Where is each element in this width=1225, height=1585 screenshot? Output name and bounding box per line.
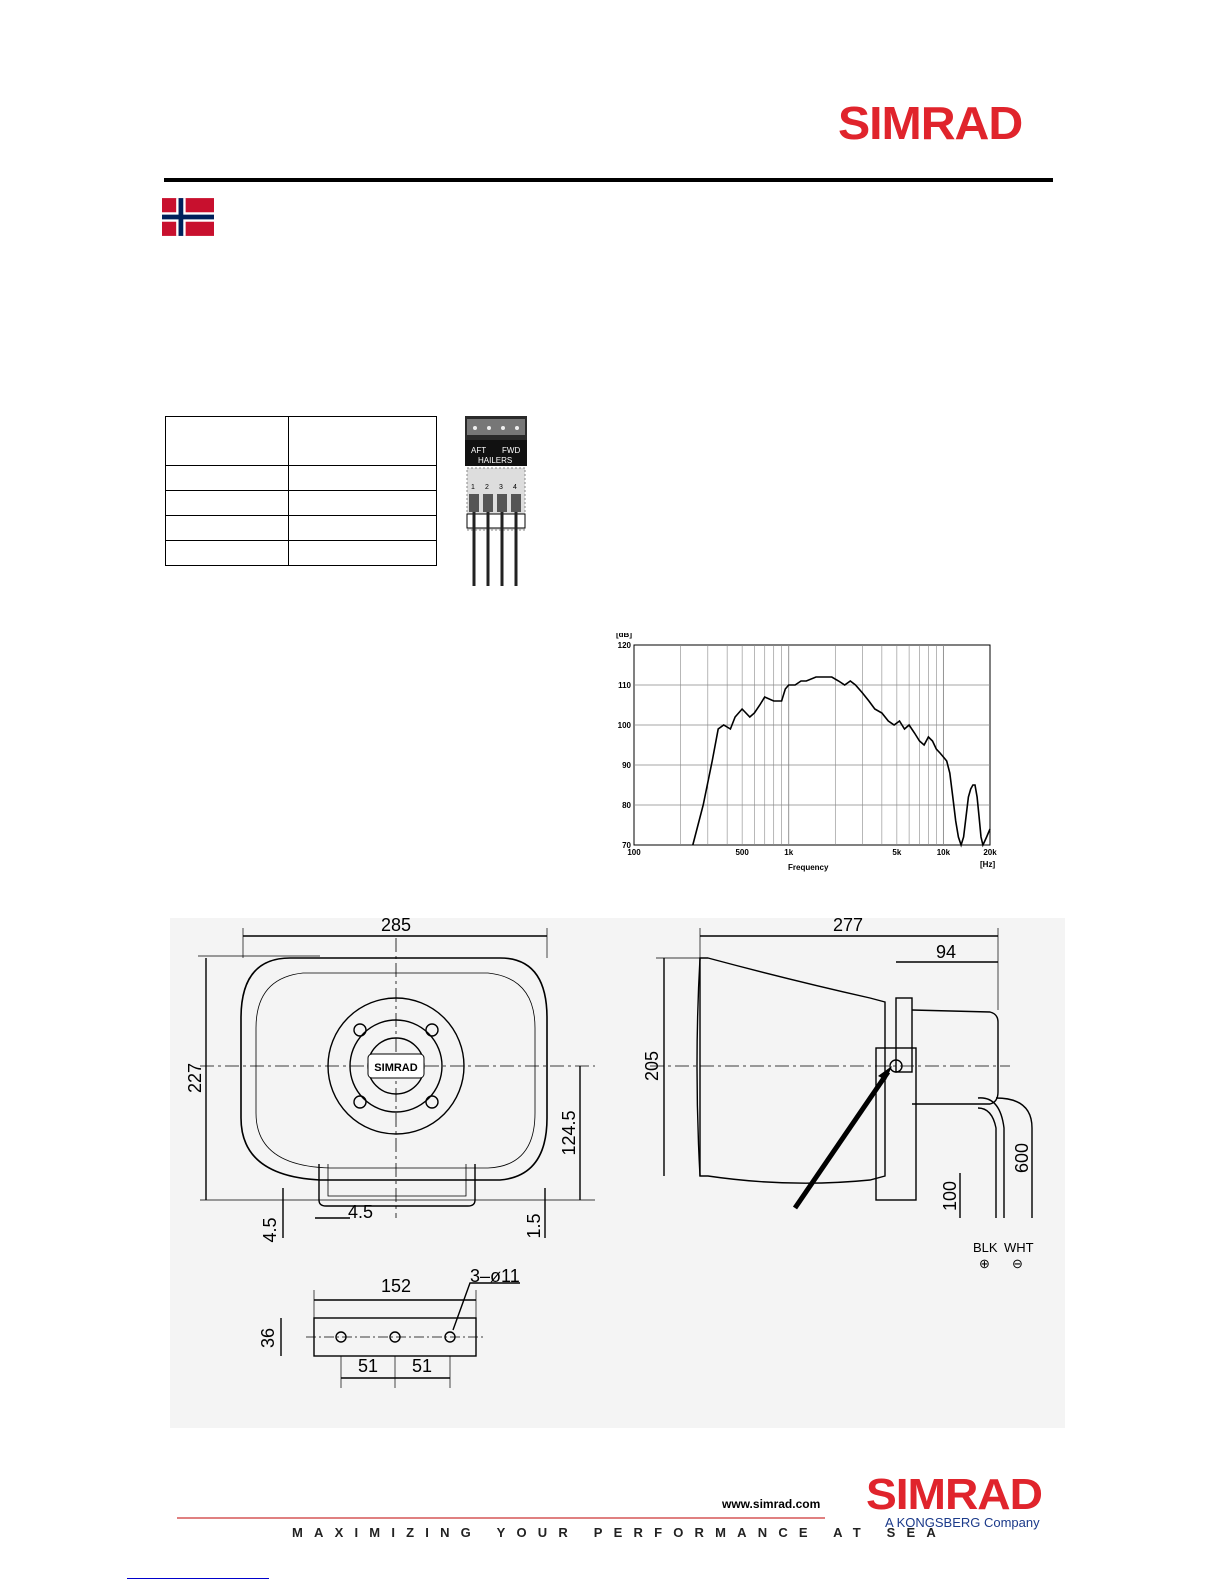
x-axis-title: Frequency [788,863,829,872]
x-tick-labels [627,848,997,857]
table-cell [289,541,437,566]
dim-foot-a: 4.5 [260,1217,280,1243]
dim-bracket-height: 36 [258,1327,278,1349]
dim-hole-spacing-b: 51 [411,1356,433,1376]
y-axis-unit: [dB] [616,633,632,639]
pin-label: 2 [485,484,489,491]
link-underline [127,1578,269,1579]
chart-svg [612,633,1012,885]
frequency-response-chart [612,633,1012,885]
x-tick-label: 500 [735,848,749,857]
x-axis-unit: [Hz] [980,860,996,869]
dim-foot-c: 1.5 [524,1213,544,1239]
wire-black-sign: ⊕ [979,1256,990,1271]
y-tick-label: 90 [622,761,631,770]
wire-black-label: BLK [973,1240,998,1255]
dim-depth: 277 [832,918,864,935]
y-tick-label: 70 [622,841,631,850]
pin-label: 3 [499,484,503,491]
dimension-drawing [170,918,1065,1428]
x-tick-label: 10k [936,848,951,857]
table-cell [166,491,289,516]
dim-cable-a: 100 [940,1180,960,1212]
x-tick-label: 1k [784,848,794,857]
dim-driver: 94 [935,942,957,962]
table-row [166,466,437,491]
dim-hole-spacing-a: 51 [357,1356,379,1376]
wire-white-sign: ⊖ [1012,1256,1023,1271]
dim-width: 285 [380,918,412,935]
pin-label: 1 [471,484,475,491]
footer-rule [177,1517,825,1519]
connector-label-fwd: FWD [502,446,521,455]
norway-flag-icon [162,198,214,236]
dim-foot-b: 4.5 [348,1202,374,1222]
y-tick-label: 110 [618,681,631,690]
side-view [650,928,1032,1218]
wiring-table [165,416,437,566]
table-cell [166,541,289,566]
wire-white-label: WHT [1004,1240,1034,1255]
y-tick-label: 80 [622,801,631,810]
table-cell [289,417,437,466]
y-tick-labels [618,641,632,850]
table-row [166,516,437,541]
pin-label: 4 [513,484,517,491]
kongsberg-tagline: A KONGSBERG Company [885,1515,1040,1530]
x-tick-label: 5k [892,848,902,857]
hailer-connector-image [465,416,531,586]
table-cell [166,417,289,466]
bracket-view [281,1283,520,1388]
badge-text: SIMRAD [374,1062,418,1074]
table-row [166,541,437,566]
table-header-row [166,417,437,466]
simrad-logo-footer: SIMRAD [866,1470,1042,1519]
header-rule [164,178,1053,182]
y-tick-label: 120 [617,641,631,650]
table-cell [166,516,289,541]
simrad-logo: SIMRAD [838,97,1023,149]
table-cell [289,516,437,541]
table-cell [289,491,437,516]
dim-center-height: 124.5 [559,1110,579,1156]
table-row [166,491,437,516]
x-tick-label: 100 [627,848,641,857]
y-tick-label: 100 [617,721,631,730]
x-tick-label: 20k [983,848,997,857]
table-cell [166,466,289,491]
dim-height: 227 [185,1062,205,1094]
connector-label-hailers: HAILERS [478,456,513,465]
dim-bracket-holes: 3–ø11 [470,1266,520,1286]
front-view [198,928,595,1238]
dim-bracket-length: 152 [380,1276,412,1296]
mounting-arrow [795,1072,888,1208]
dim-horn-height: 205 [642,1050,662,1082]
footer-website: www.simrad.com [722,1497,821,1511]
table-cell [289,466,437,491]
dim-cable-b: 600 [1012,1142,1032,1174]
footer-tagline: MAXIMIZING YOUR PERFORMANCE AT SEA [292,1525,948,1540]
connector-label-aft: AFT [471,446,487,455]
